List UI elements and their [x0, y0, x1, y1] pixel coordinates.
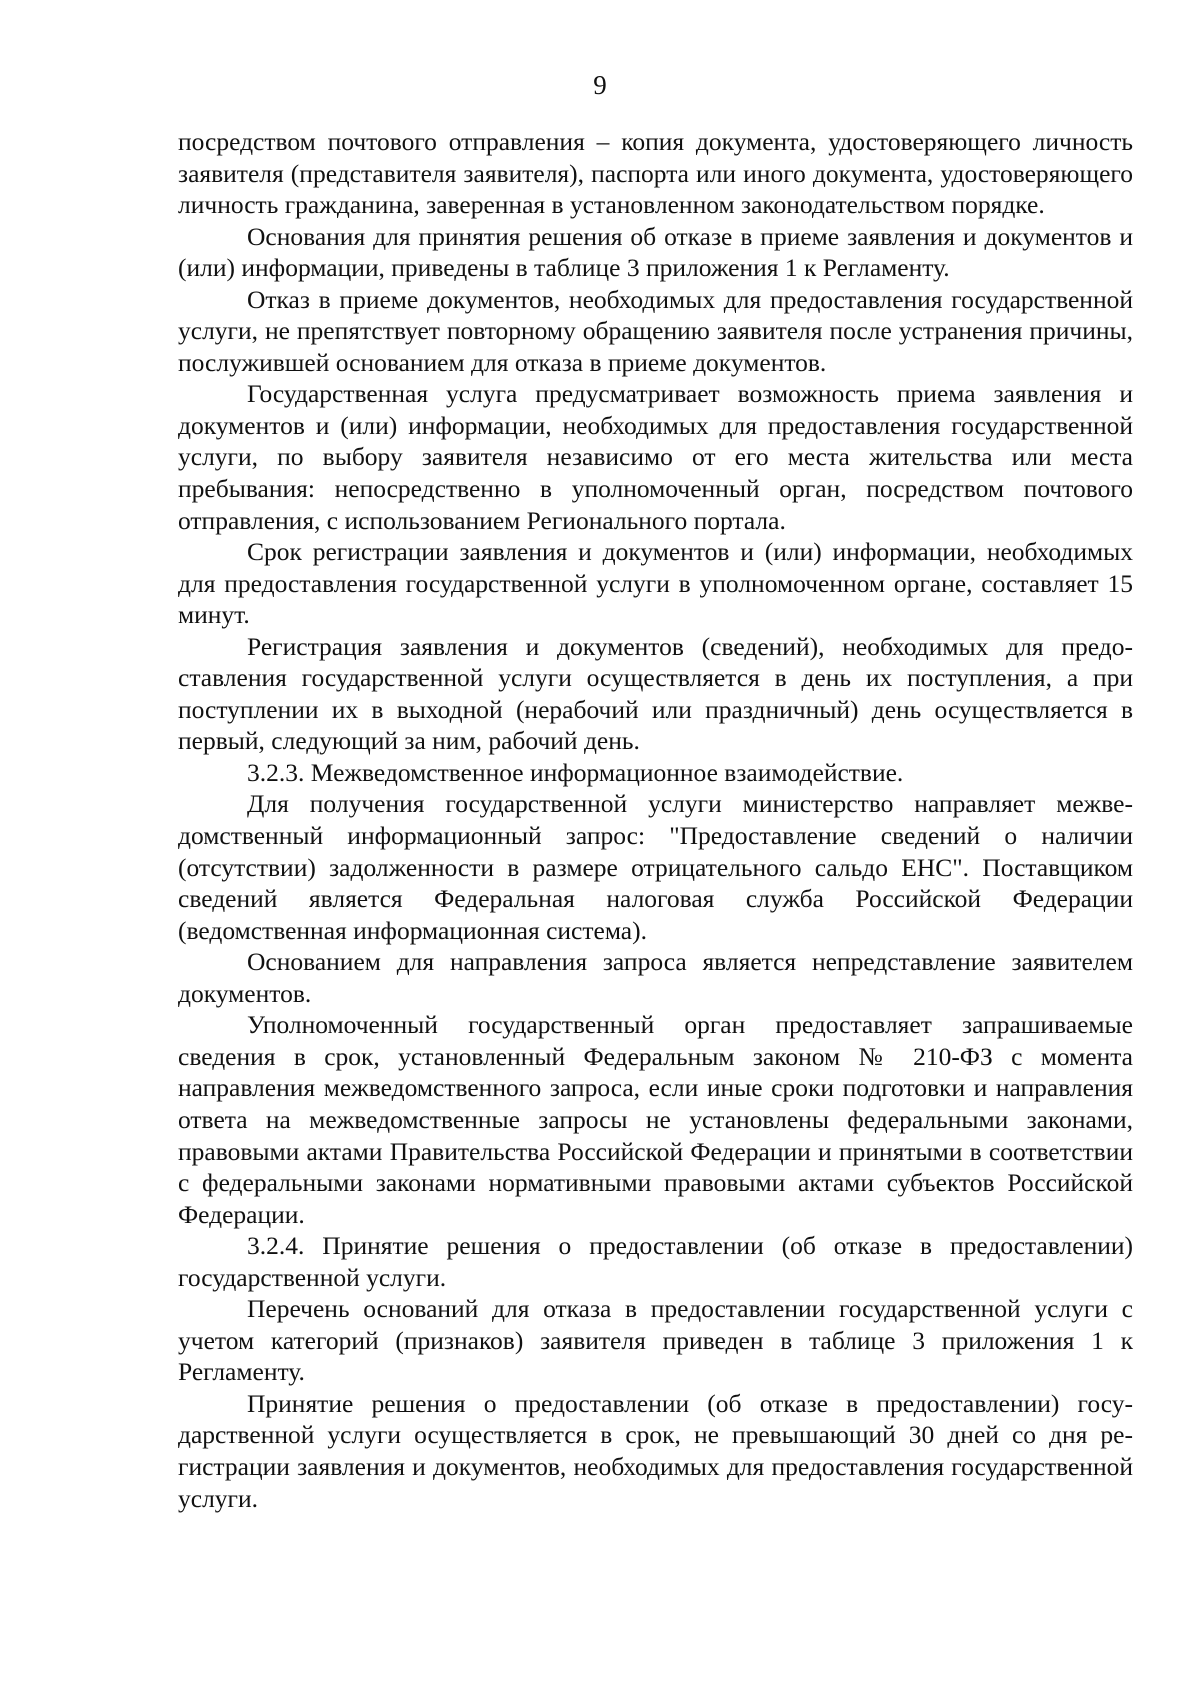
- paragraph: Основанием для направления запроса является непредставление заявителем документов.: [178, 947, 1133, 1008]
- section-heading: 3.2.3. Межведомственное информационное взаимодействие.: [247, 757, 904, 787]
- paragraph: Уполномоченный государственный орган предоставляет запрашиваемые сведения в срок, установленный Федеральным законом № 210-ФЗ с момента направления межведомственного запроса, если иные сроки подготовки и направления ответа на межведомственные запросы не установлены федеральными законами, правовыми актами Правительства Российской Федерации и принятыми в соответствии с федеральными законами нормативными правовыми актами субъектов Российской Федерации.: [178, 1010, 1133, 1229]
- section-heading: 3.2.4. Принятие решения о предоставлении (об отказе в предоставлении) государственной услуги.: [178, 1231, 1133, 1292]
- paragraph: Регистрация заявления и документов (сведений), необходимых для предоставления государственной услуги осуществляется в день их поступления, а при поступлении их в выходной (нерабочий или праздничный) день осуществляется в первый, следующий за ним, рабочий день.: [178, 631, 1133, 756]
- paragraph: Для получения государственной услуги министерство направляет межведомственный информационный запрос: "Предоставление сведений о наличии (отсутствии) задолженности в размере отрицательного сальдо ЕНС". Поставщиком сведений является Федеральная налоговая служба Российской Федерации (ведомственная информационная система).: [178, 789, 1133, 945]
- paragraph: Перечень оснований для отказа в предоставлении государственной услуги с учетом категорий (признаков) заявителя приведен в таблице 3 приложения 1 к Регламенту.: [178, 1294, 1133, 1387]
- paragraph: посредством почтового отправления – копия документа, удостоверяющего личность заявителя (представителя заявителя), паспорта или иного документа, удостоверяющего личность гражданина, заверенная в установленном законодательством порядке.: [178, 127, 1133, 220]
- paragraph: Срок регистрации заявления и документов и (или) информации, необходимых для предоставления государственной услуги в уполномоченном органе, составляет 15 минут.: [178, 537, 1133, 630]
- paragraph: Основания для принятия решения об отказе в приеме заявления и документов и (или) информации, приведены в таблице 3 приложения 1 к Регламенту.: [178, 221, 1133, 283]
- page-number: 9: [593, 70, 607, 100]
- paragraph: Отказ в приеме документов, необходимых для предоставления государственной услуги, не препятствует повторному обращению заявителя после устранения причины, послужившей основанием для отказа в приеме документов.: [178, 284, 1133, 377]
- paragraph: Принятие решения о предоставлении (об отказе в предоставлении) государственной услуги осуществляется в срок, не превышающий 30 дней со дня регистрации заявления и документов, необходимых для предоставления государственной услуги.: [178, 1388, 1133, 1513]
- paragraph: Государственная услуга предусматривает возможность приема заявления и документов и (или) информации, необходимых для предоставления государственной услуги, по выбору заявителя независимо от его места жительства или места пребывания: непосредственно в уполномоченный орган, посредством почтового отправления, с использованием Регионального портала.: [178, 379, 1133, 535]
- document-body: [178, 126, 1133, 1514]
